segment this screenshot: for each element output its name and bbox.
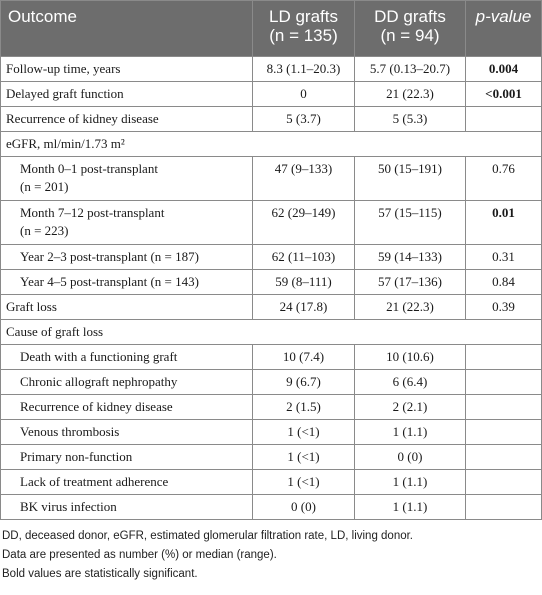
pvalue-cell <box>466 445 542 470</box>
header-ld-title: LD grafts <box>269 7 338 26</box>
table-row <box>1 420 542 445</box>
table-row <box>1 82 542 107</box>
header-dd-title: DD grafts <box>374 7 446 26</box>
table-row <box>1 345 542 370</box>
row-label-subtext: (n = 223) <box>20 223 69 238</box>
table-row <box>1 395 542 420</box>
pvalue-cell: 0.76 <box>466 157 542 201</box>
ld-grafts-cell: 62 (11–103) <box>253 245 355 270</box>
row-label <box>1 345 253 370</box>
pvalue-cell: <0.001 <box>466 82 542 107</box>
header-row <box>1 1 542 57</box>
header-outcome: Outcome <box>1 1 253 57</box>
row-label <box>1 295 253 320</box>
ld-grafts-cell: 1 (<1) <box>253 470 355 495</box>
header-ld-grafts <box>253 1 355 57</box>
ld-grafts-cell: 9 (6.7) <box>253 370 355 395</box>
header-dd-grafts <box>355 1 466 57</box>
table-row <box>1 470 542 495</box>
dd-grafts-cell: 6 (6.4) <box>355 370 466 395</box>
row-label-text: Month 7–12 post-transplant <box>20 205 165 220</box>
row-label <box>1 420 253 445</box>
dd-grafts-cell: 1 (1.1) <box>355 420 466 445</box>
header-dd-count: (n = 94) <box>380 26 440 45</box>
dd-grafts-cell: 21 (22.3) <box>355 295 466 320</box>
footnote-abbreviations: DD, deceased donor, eGFR, estimated glomerular filtration rate, LD, living donor. <box>2 530 414 542</box>
ld-grafts-cell: 1 (<1) <box>253 445 355 470</box>
section-label: eGFR, ml/min/1.73 m² <box>1 132 542 157</box>
row-label-subtext: (n = 201) <box>20 179 69 194</box>
row-label <box>1 245 253 270</box>
row-label <box>1 395 253 420</box>
table-row <box>1 270 542 295</box>
dd-grafts-cell: 5 (5.3) <box>355 107 466 132</box>
pvalue-cell <box>466 420 542 445</box>
row-label-text: Primary non-function <box>20 449 133 464</box>
pvalue-cell: 0.004 <box>466 57 542 82</box>
row-label-text: BK virus infection <box>20 499 117 514</box>
pvalue-cell: 0.31 <box>466 245 542 270</box>
section-label: Cause of graft loss <box>1 320 542 345</box>
row-label-text: Follow-up time, years <box>6 61 121 76</box>
table-row <box>1 445 542 470</box>
row-label <box>1 82 253 107</box>
ld-grafts-cell: 59 (8–111) <box>253 270 355 295</box>
dd-grafts-cell: 57 (17–136) <box>355 270 466 295</box>
dd-grafts-cell: 1 (1.1) <box>355 495 466 520</box>
row-label-text: Death with a functioning graft <box>20 349 178 364</box>
table-row <box>1 495 542 520</box>
ld-grafts-cell: 2 (1.5) <box>253 395 355 420</box>
row-label <box>1 495 253 520</box>
ld-grafts-cell: 1 (<1) <box>253 420 355 445</box>
table-row <box>1 201 542 245</box>
row-label <box>1 370 253 395</box>
section-row <box>1 132 542 157</box>
dd-grafts-cell: 57 (15–115) <box>355 201 466 245</box>
ld-grafts-cell: 0 <box>253 82 355 107</box>
dd-grafts-cell: 0 (0) <box>355 445 466 470</box>
dd-grafts-cell: 21 (22.3) <box>355 82 466 107</box>
row-label <box>1 445 253 470</box>
table-row <box>1 107 542 132</box>
dd-grafts-cell: 1 (1.1) <box>355 470 466 495</box>
row-label-text: Delayed graft function <box>6 86 124 101</box>
row-label <box>1 57 253 82</box>
ld-grafts-cell: 0 (0) <box>253 495 355 520</box>
row-label-text: Lack of treatment adherence <box>20 474 169 489</box>
dd-grafts-cell: 5.7 (0.13–20.7) <box>355 57 466 82</box>
ld-grafts-cell: 24 (17.8) <box>253 295 355 320</box>
header-ld-count: (n = 135) <box>269 26 338 45</box>
dd-grafts-cell: 2 (2.1) <box>355 395 466 420</box>
pvalue-cell: 0.39 <box>466 295 542 320</box>
table-row <box>1 245 542 270</box>
ld-grafts-cell: 47 (9–133) <box>253 157 355 201</box>
row-label-text: Recurrence of kidney disease <box>20 399 173 414</box>
row-label-text: Recurrence of kidney disease <box>6 111 159 126</box>
row-label-text: Chronic allograft nephropathy <box>20 374 178 389</box>
ld-grafts-cell: 62 (29–149) <box>253 201 355 245</box>
pvalue-cell <box>466 395 542 420</box>
row-label <box>1 201 253 245</box>
row-label-text: Year 2–3 post-transplant (n = 187) <box>20 249 199 264</box>
row-label-text: Graft loss <box>6 299 57 314</box>
row-label-text: Venous thrombosis <box>20 424 120 439</box>
table-row <box>1 295 542 320</box>
ld-grafts-cell: 5 (3.7) <box>253 107 355 132</box>
table-row <box>1 157 542 201</box>
ld-grafts-cell: 8.3 (1.1–20.3) <box>253 57 355 82</box>
pvalue-cell: 0.01 <box>466 201 542 245</box>
pvalue-cell <box>466 470 542 495</box>
row-label <box>1 470 253 495</box>
row-label <box>1 157 253 201</box>
pvalue-cell: 0.84 <box>466 270 542 295</box>
header-pvalue: p-value <box>466 1 542 57</box>
dd-grafts-cell: 59 (14–133) <box>355 245 466 270</box>
pvalue-cell <box>466 495 542 520</box>
footnote-bold: Bold values are statistically significant. <box>2 568 198 580</box>
footnote-data-format: Data are presented as number (%) or median (range). <box>2 549 277 561</box>
pvalue-cell <box>466 107 542 132</box>
table-body <box>1 57 542 520</box>
table-row <box>1 57 542 82</box>
row-label <box>1 270 253 295</box>
section-row <box>1 320 542 345</box>
row-label-text: Month 0–1 post-transplant <box>20 161 158 176</box>
row-label <box>1 107 253 132</box>
pvalue-cell <box>466 345 542 370</box>
dd-grafts-cell: 10 (10.6) <box>355 345 466 370</box>
table-row <box>1 370 542 395</box>
dd-grafts-cell: 50 (15–191) <box>355 157 466 201</box>
pvalue-cell <box>466 370 542 395</box>
row-label-text: Year 4–5 post-transplant (n = 143) <box>20 274 199 289</box>
ld-grafts-cell: 10 (7.4) <box>253 345 355 370</box>
